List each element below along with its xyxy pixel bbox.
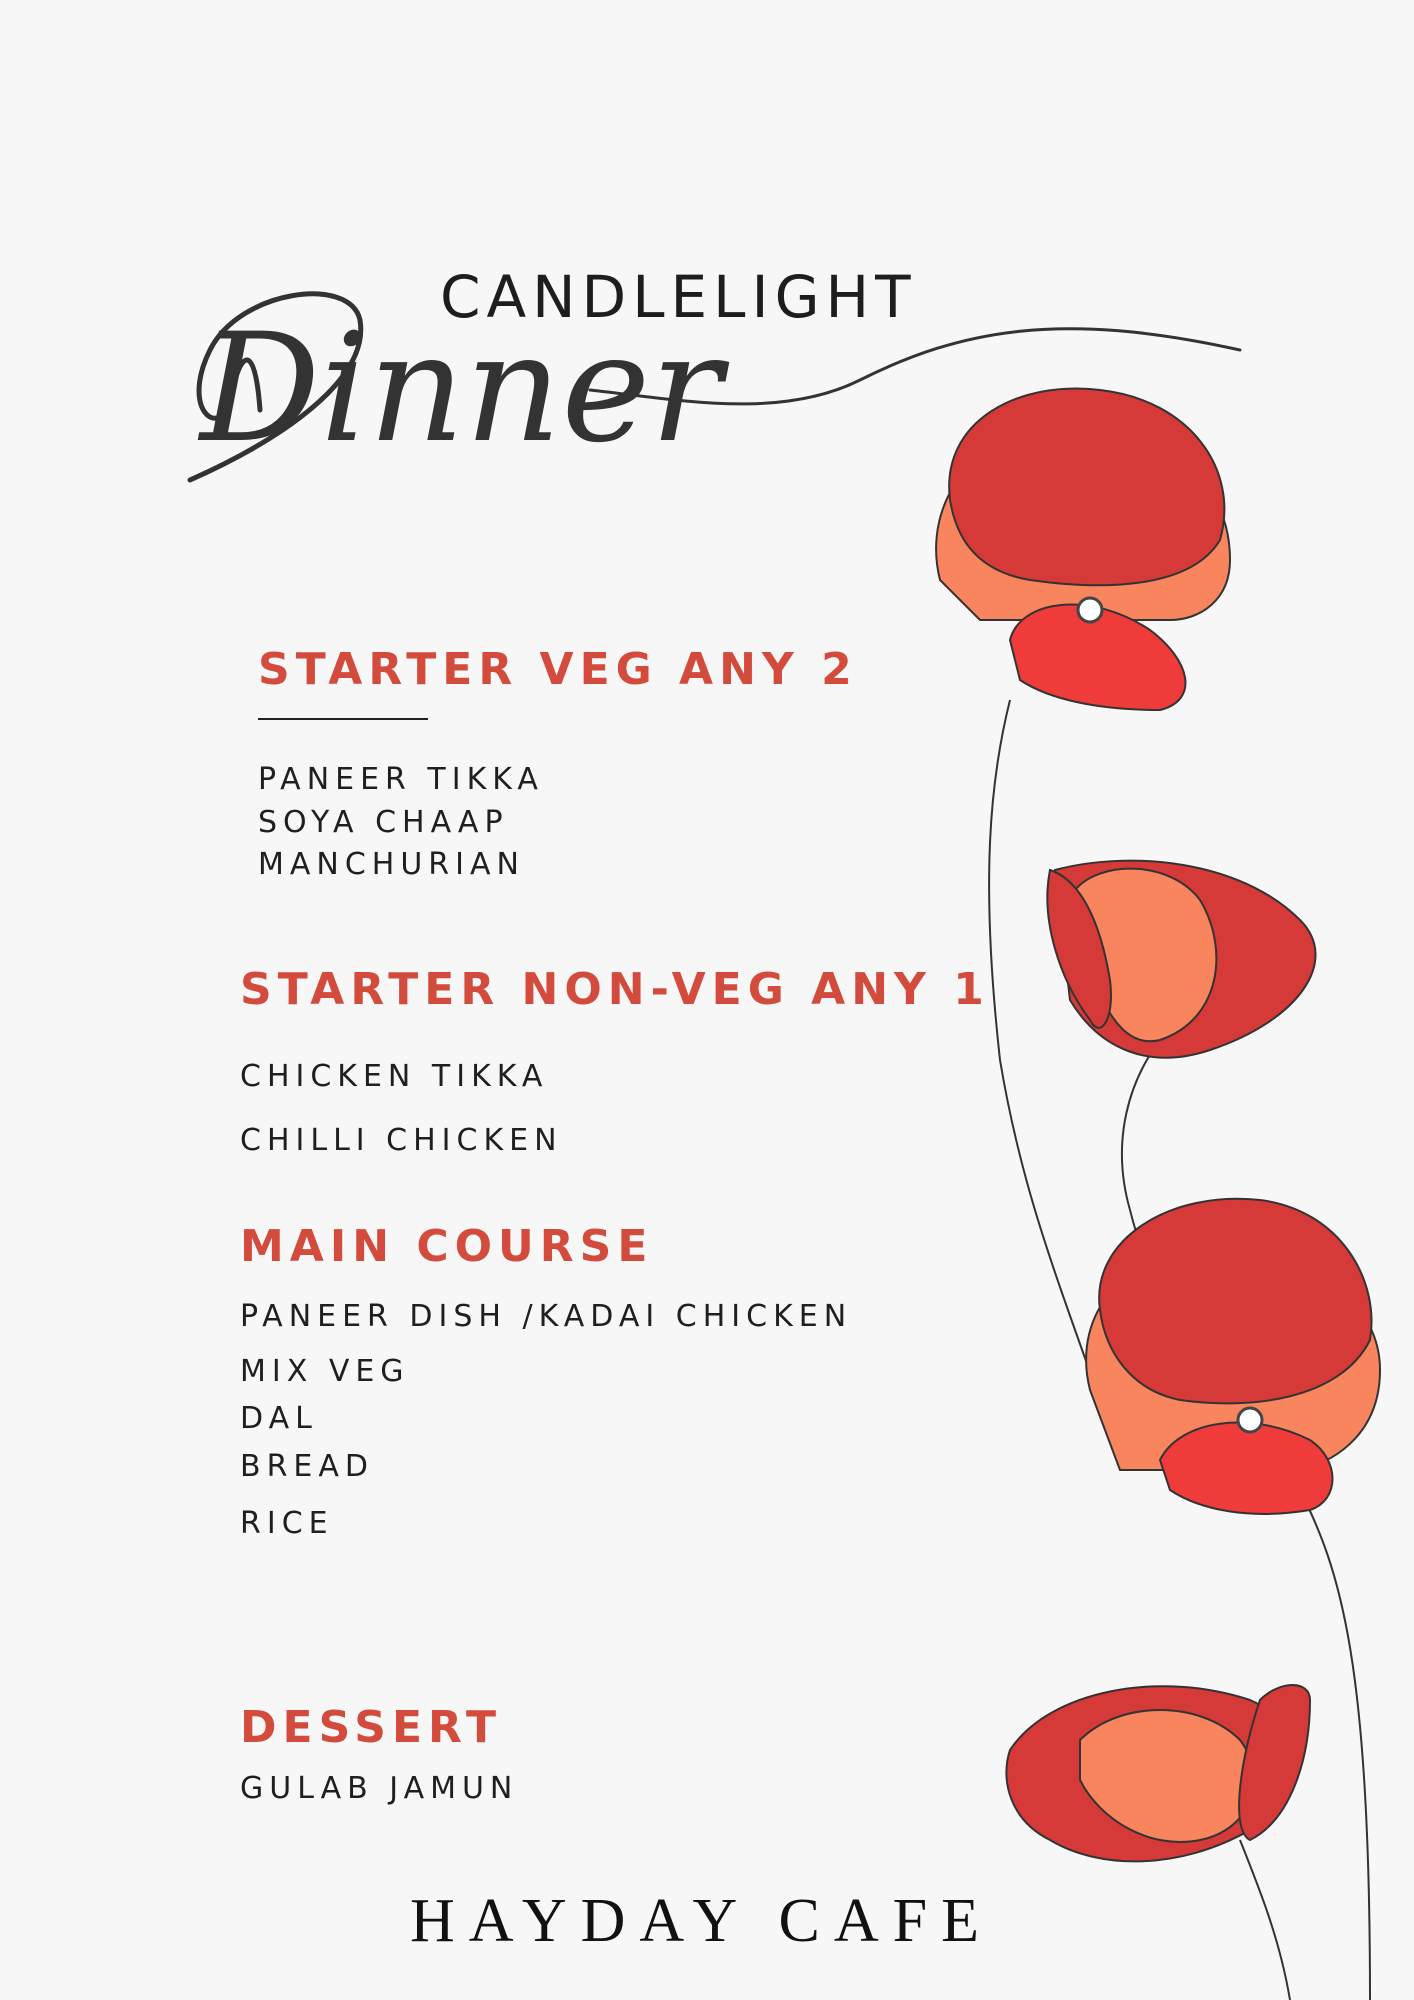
cafe-name-footer: HAYDAY CAFE: [410, 1887, 993, 1955]
poppy-3: [1086, 1199, 1380, 1514]
menu-item: DAL: [240, 1401, 318, 1436]
dinner-script-text: Dinner: [200, 302, 722, 476]
poppy-4: [1006, 1685, 1310, 1861]
menu-item: PANEER TIKKA: [258, 762, 544, 797]
menu-item: MANCHURIAN: [258, 847, 525, 882]
section-heading-starter-veg: STARTER VEG ANY 2: [258, 644, 858, 695]
section-heading-main-course: MAIN COURSE: [240, 1221, 654, 1272]
menu-item: MIX VEG: [240, 1354, 410, 1389]
menu-item: RICE: [240, 1506, 334, 1541]
menu-item: GULAB JAMUN: [240, 1771, 519, 1806]
poppy-flower-icon: [900, 360, 1414, 2000]
menu-item: CHILLI CHICKEN: [240, 1123, 563, 1158]
section-heading-starter-nonveg: STARTER NON-VEG ANY 1: [240, 964, 990, 1015]
section-heading-dessert: DESSERT: [240, 1702, 502, 1753]
poppy-1: [936, 388, 1230, 710]
section-divider: [258, 718, 428, 720]
menu-item: BREAD: [240, 1449, 375, 1484]
menu-item: CHICKEN TIKKA: [240, 1059, 549, 1094]
menu-item: PANEER DISH /KADAI CHICKEN: [240, 1299, 853, 1334]
poppy-2: [1047, 861, 1315, 1058]
title-candlelight: CANDLELIGHT: [440, 263, 917, 331]
menu-item: SOYA CHAAP: [258, 805, 509, 840]
